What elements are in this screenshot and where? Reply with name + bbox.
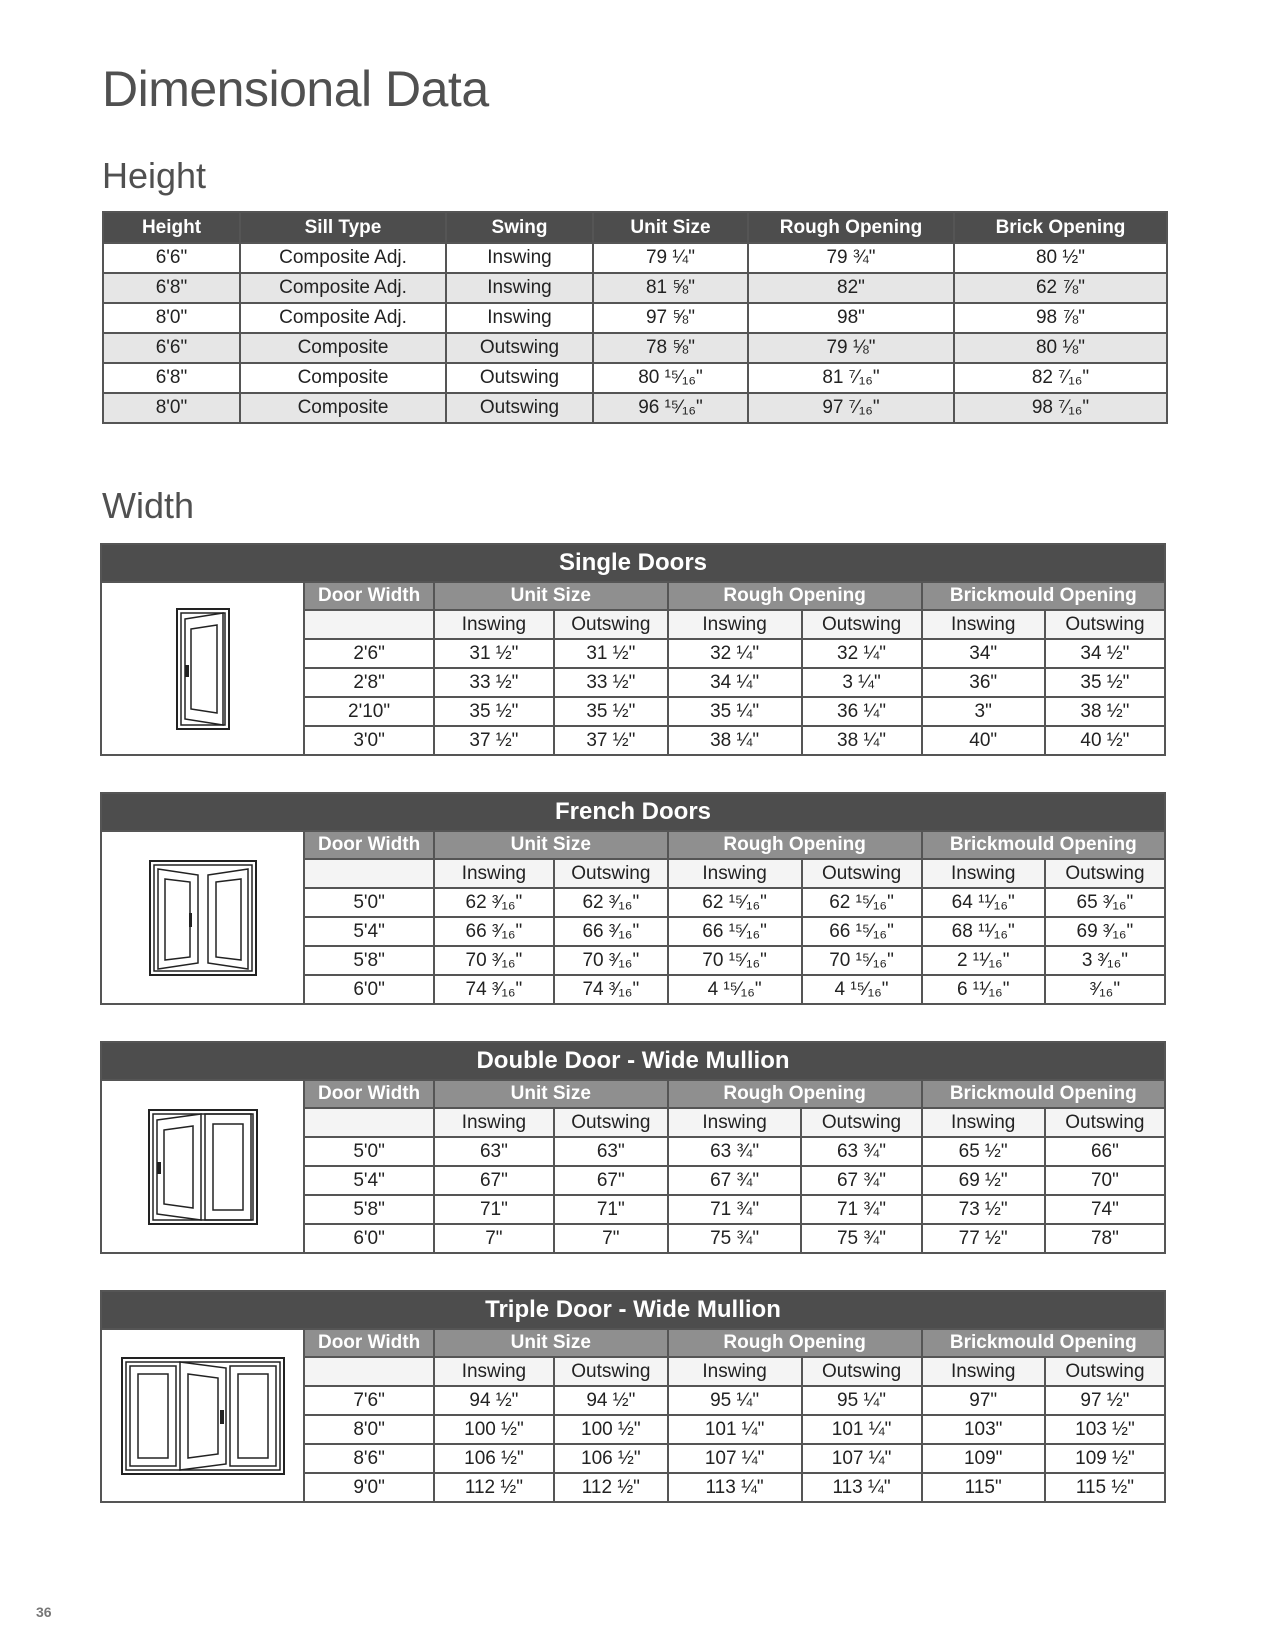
dimension-cell: 66" — [1045, 1137, 1165, 1166]
door-width-header: Door Width — [304, 1329, 434, 1357]
door-width-header: Door Width — [304, 1080, 434, 1108]
swing-subheader: Outswing — [1045, 859, 1165, 888]
table-cell: Composite Adj. — [240, 303, 446, 333]
dimension-cell: 4 ¹⁵⁄₁₆" — [668, 975, 802, 1004]
group-header-row — [101, 831, 1165, 859]
dimension-cell: 71 ¾" — [668, 1195, 802, 1224]
table-cell: 98 ⅞" — [954, 303, 1167, 333]
table-title-row — [101, 793, 1165, 831]
table-cell: Inswing — [446, 243, 593, 273]
dimension-cell: 94 ½" — [434, 1386, 554, 1415]
table-cell: 96 ¹⁵⁄₁₆" — [593, 393, 748, 423]
dimension-cell: 95 ¼" — [668, 1386, 802, 1415]
door-width-cell: 5'8" — [304, 1195, 434, 1224]
dimension-cell: 34 ¼" — [668, 668, 802, 697]
header-swing: Swing — [446, 212, 593, 243]
dimension-cell: 35 ½" — [554, 697, 668, 726]
table-row — [103, 243, 1167, 273]
dimension-cell: 64 ¹¹⁄₁₆" — [922, 888, 1045, 917]
swing-subheader: Outswing — [801, 1108, 921, 1137]
page-title: Dimensional Data — [102, 61, 489, 117]
table-cell: 6'8" — [103, 273, 240, 303]
table-cell: 8'0" — [103, 393, 240, 423]
table-title: Double Door - Wide Mullion — [101, 1042, 1165, 1080]
dimension-cell: 37 ½" — [554, 726, 668, 755]
dimension-cell: 97 ½" — [1045, 1386, 1165, 1415]
dimension-cell: 35 ½" — [1045, 668, 1165, 697]
dimension-cell: 65 ³⁄₁₆" — [1045, 888, 1165, 917]
dimension-cell: 109" — [922, 1444, 1045, 1473]
table-row — [103, 273, 1167, 303]
blank-cell — [304, 1357, 434, 1386]
single-door-icon — [101, 582, 304, 755]
dimension-cell: 7" — [434, 1224, 554, 1253]
dimension-cell: 97" — [922, 1386, 1045, 1415]
swing-subheader: Inswing — [922, 610, 1045, 639]
unit-size-header: Unit Size — [434, 831, 668, 859]
dimension-cell: 37 ½" — [434, 726, 554, 755]
dimension-cell: 36" — [922, 668, 1045, 697]
unit-size-header: Unit Size — [434, 1329, 668, 1357]
triple-door-table — [100, 1290, 1166, 1503]
dimension-cell: 75 ¾" — [668, 1224, 802, 1253]
group-header-row — [101, 1080, 1165, 1108]
dimension-cell: 3 ¼" — [802, 668, 922, 697]
dimension-cell: 35 ¼" — [668, 697, 802, 726]
table-cell: 98 ⁷⁄₁₆" — [954, 393, 1167, 423]
dimension-cell: 6 ¹¹⁄₁₆" — [922, 975, 1045, 1004]
height-table — [102, 211, 1168, 424]
rough-opening-header: Rough Opening — [668, 582, 922, 610]
dimension-cell: 68 ¹¹⁄₁₆" — [922, 917, 1045, 946]
blank-cell — [304, 610, 434, 639]
dimension-cell: 71" — [554, 1195, 668, 1224]
dimension-cell: 67" — [434, 1166, 554, 1195]
header-brick-opening: Brick Opening — [954, 212, 1167, 243]
dimension-cell: 107 ¼" — [668, 1444, 802, 1473]
dimension-cell: 38 ½" — [1045, 697, 1165, 726]
table-cell: 79 ⅛" — [748, 333, 954, 363]
table-cell: Composite — [240, 363, 446, 393]
door-width-cell: 8'6" — [304, 1444, 434, 1473]
table-row — [103, 303, 1167, 333]
table-title: Single Doors — [101, 544, 1165, 582]
dimension-cell: 112 ½" — [554, 1473, 668, 1502]
dimension-cell: 2 ¹¹⁄₁₆" — [922, 946, 1045, 975]
table-cell: 62 ⅞" — [954, 273, 1167, 303]
dimension-cell: 106 ½" — [554, 1444, 668, 1473]
dimension-cell: 95 ¼" — [802, 1386, 922, 1415]
dimension-cell: 74 ³⁄₁₆" — [554, 975, 668, 1004]
dimension-cell: 3" — [922, 697, 1045, 726]
swing-subheader: Inswing — [434, 859, 554, 888]
group-header-row — [101, 582, 1165, 610]
height-header-row — [103, 212, 1167, 243]
swing-subheader: Outswing — [802, 859, 922, 888]
table-cell: 80 ⅛" — [954, 333, 1167, 363]
table-cell: 80 ¹⁵⁄₁₆" — [593, 363, 748, 393]
swing-subheader: Inswing — [434, 1357, 554, 1386]
dimension-cell: 33 ½" — [554, 668, 668, 697]
dimension-cell: 66 ¹⁵⁄₁₆" — [802, 917, 922, 946]
dimension-cell: 71" — [434, 1195, 554, 1224]
swing-subheader: Outswing — [554, 1108, 668, 1137]
dimension-cell: 40" — [922, 726, 1045, 755]
swing-subheader: Inswing — [668, 610, 802, 639]
rough-opening-header: Rough Opening — [668, 831, 922, 859]
door-width-cell: 5'0" — [304, 1137, 434, 1166]
table-cell: Inswing — [446, 303, 593, 333]
dimension-cell: 106 ½" — [434, 1444, 554, 1473]
french-door-icon — [101, 831, 304, 1004]
dimension-cell: 70 ³⁄₁₆" — [554, 946, 668, 975]
dimension-cell: 33 ½" — [434, 668, 554, 697]
table-cell: 80 ½" — [954, 243, 1167, 273]
dimension-cell: 74" — [1045, 1195, 1165, 1224]
door-width-cell: 2'6" — [304, 639, 434, 668]
swing-subheader: Inswing — [922, 859, 1045, 888]
dimension-cell: 70 ³⁄₁₆" — [434, 946, 554, 975]
swing-subheader: Outswing — [1045, 1108, 1165, 1137]
dimension-cell: 36 ¼" — [802, 697, 922, 726]
dimension-cell: 103" — [922, 1415, 1045, 1444]
swing-subheader: Outswing — [554, 859, 668, 888]
dimension-cell: 113 ¼" — [668, 1473, 802, 1502]
swing-subheader: Outswing — [554, 610, 668, 639]
table-title: French Doors — [101, 793, 1165, 831]
dimension-cell: 103 ½" — [1045, 1415, 1165, 1444]
table-title-row — [101, 544, 1165, 582]
dimension-cell: 112 ½" — [434, 1473, 554, 1502]
table-row — [103, 363, 1167, 393]
door-width-header: Door Width — [304, 831, 434, 859]
table-cell: Composite — [240, 333, 446, 363]
dimension-cell: 32 ¼" — [802, 639, 922, 668]
brickmould-opening-header: Brickmould Opening — [922, 831, 1165, 859]
dimension-cell: 38 ¼" — [668, 726, 802, 755]
dimension-cell: 113 ¼" — [802, 1473, 922, 1502]
table-cell: 78 ⅝" — [593, 333, 748, 363]
double-door-icon — [101, 1080, 304, 1253]
door-width-cell: 3'0" — [304, 726, 434, 755]
unit-size-header: Unit Size — [434, 582, 668, 610]
dimension-cell: 62 ¹⁵⁄₁₆" — [668, 888, 802, 917]
dimension-cell: 40 ½" — [1045, 726, 1165, 755]
table-cell: Outswing — [446, 333, 593, 363]
table-cell: Inswing — [446, 273, 593, 303]
door-width-cell: 2'10" — [304, 697, 434, 726]
table-row — [103, 393, 1167, 423]
dimension-cell: 100 ½" — [554, 1415, 668, 1444]
table-cell: 81 ⁷⁄₁₆" — [748, 363, 954, 393]
table-cell: 6'8" — [103, 363, 240, 393]
dimension-cell: 70" — [1045, 1166, 1165, 1195]
dimension-cell: 34" — [922, 639, 1045, 668]
dimension-cell: 32 ¼" — [668, 639, 802, 668]
height-section-title: Height — [102, 155, 207, 196]
door-width-cell: 2'8" — [304, 668, 434, 697]
table-cell: Composite — [240, 393, 446, 423]
dimension-cell: 63 ¾" — [668, 1137, 802, 1166]
blank-cell — [304, 1108, 434, 1137]
swing-subheader: Inswing — [668, 1108, 802, 1137]
door-width-cell: 8'0" — [304, 1415, 434, 1444]
dimension-cell: 109 ½" — [1045, 1444, 1165, 1473]
dimension-cell: 70 ¹⁵⁄₁₆" — [802, 946, 922, 975]
door-width-cell: 5'4" — [304, 1166, 434, 1195]
dimension-cell: 62 ¹⁵⁄₁₆" — [802, 888, 922, 917]
dimension-cell: 66 ¹⁵⁄₁₆" — [668, 917, 802, 946]
dimension-cell: 3 ³⁄₁₆" — [1045, 946, 1165, 975]
door-width-header: Door Width — [304, 582, 434, 610]
dimension-cell: 69 ³⁄₁₆" — [1045, 917, 1165, 946]
dimension-cell: 63" — [554, 1137, 668, 1166]
dimension-cell: 70 ¹⁵⁄₁₆" — [668, 946, 802, 975]
table-cell: 79 ¾" — [748, 243, 954, 273]
dimension-cell: 94 ½" — [554, 1386, 668, 1415]
brickmould-opening-header: Brickmould Opening — [922, 582, 1165, 610]
table-title: Triple Door - Wide Mullion — [101, 1291, 1165, 1329]
brickmould-opening-header: Brickmould Opening — [922, 1329, 1165, 1357]
dimension-cell: 66 ³⁄₁₆" — [554, 917, 668, 946]
table-cell: 79 ¼" — [593, 243, 748, 273]
dimension-cell: 65 ½" — [922, 1137, 1045, 1166]
swing-subheader: Outswing — [554, 1357, 668, 1386]
door-width-cell: 6'0" — [304, 975, 434, 1004]
single-doors-table — [100, 543, 1166, 756]
dimension-cell: 100 ½" — [434, 1415, 554, 1444]
french-doors-table — [100, 792, 1166, 1005]
door-width-cell: 5'0" — [304, 888, 434, 917]
group-header-row — [101, 1329, 1165, 1357]
table-cell: 82 ⁷⁄₁₆" — [954, 363, 1167, 393]
dimension-cell: 69 ½" — [922, 1166, 1045, 1195]
dimension-cell: 63" — [434, 1137, 554, 1166]
door-width-cell: 9'0" — [304, 1473, 434, 1502]
rough-opening-header: Rough Opening — [668, 1080, 922, 1108]
triple-door-icon — [101, 1329, 304, 1502]
rough-opening-header: Rough Opening — [668, 1329, 922, 1357]
brickmould-opening-header: Brickmould Opening — [922, 1080, 1165, 1108]
door-width-cell: 6'0" — [304, 1224, 434, 1253]
swing-subheader: Inswing — [668, 859, 802, 888]
dimension-cell: 115 ½" — [1045, 1473, 1165, 1502]
blank-cell — [304, 859, 434, 888]
dimension-cell: 62 ³⁄₁₆" — [434, 888, 554, 917]
table-cell: 82" — [748, 273, 954, 303]
table-cell: 97 ⁷⁄₁₆" — [748, 393, 954, 423]
dimension-cell: 35 ½" — [434, 697, 554, 726]
dimension-cell: 78" — [1045, 1224, 1165, 1253]
dimension-cell: 38 ¼" — [802, 726, 922, 755]
dimension-cell: 107 ¼" — [802, 1444, 922, 1473]
dimension-cell: 71 ¾" — [801, 1195, 921, 1224]
header-rough-opening: Rough Opening — [748, 212, 954, 243]
swing-subheader: Inswing — [434, 610, 554, 639]
table-cell: 6'6" — [103, 243, 240, 273]
table-cell: 98" — [748, 303, 954, 333]
dimension-cell: 63 ¾" — [801, 1137, 921, 1166]
header-unit-size: Unit Size — [593, 212, 748, 243]
swing-subheader: Inswing — [668, 1357, 802, 1386]
header-sill-type: Sill Type — [240, 212, 446, 243]
header-height: Height — [103, 212, 240, 243]
dimension-cell: 101 ¼" — [802, 1415, 922, 1444]
dimension-cell: 31 ½" — [554, 639, 668, 668]
table-cell: Composite Adj. — [240, 243, 446, 273]
swing-subheader: Inswing — [922, 1357, 1045, 1386]
dimension-cell: 115" — [922, 1473, 1045, 1502]
dimension-cell: 77 ½" — [922, 1224, 1045, 1253]
table-title-row — [101, 1291, 1165, 1329]
swing-subheader: Outswing — [1045, 610, 1165, 639]
width-section-title: Width — [102, 485, 195, 526]
table-row — [103, 333, 1167, 363]
dimension-cell: 62 ³⁄₁₆" — [554, 888, 668, 917]
table-cell: 6'6" — [103, 333, 240, 363]
door-width-cell: 5'4" — [304, 917, 434, 946]
swing-subheader: Inswing — [434, 1108, 554, 1137]
page-number: 36 — [36, 1604, 52, 1620]
dimension-cell: 34 ½" — [1045, 639, 1165, 668]
door-width-cell: 7'6" — [304, 1386, 434, 1415]
dimension-cell: 75 ¾" — [801, 1224, 921, 1253]
dimension-cell: 67" — [554, 1166, 668, 1195]
swing-subheader: Inswing — [922, 1108, 1045, 1137]
dimension-cell: 101 ¼" — [668, 1415, 802, 1444]
table-cell: 81 ⅝" — [593, 273, 748, 303]
table-cell: Composite Adj. — [240, 273, 446, 303]
unit-size-header: Unit Size — [434, 1080, 668, 1108]
dimension-cell: ³⁄₁₆" — [1045, 975, 1165, 1004]
table-cell: Outswing — [446, 393, 593, 423]
dimension-cell: 67 ¾" — [801, 1166, 921, 1195]
table-cell: 97 ⅝" — [593, 303, 748, 333]
swing-subheader: Outswing — [802, 610, 922, 639]
table-title-row — [101, 1042, 1165, 1080]
dimension-cell: 7" — [554, 1224, 668, 1253]
dimension-cell: 4 ¹⁵⁄₁₆" — [802, 975, 922, 1004]
table-cell: 8'0" — [103, 303, 240, 333]
swing-subheader: Outswing — [802, 1357, 922, 1386]
double-door-table — [100, 1041, 1166, 1254]
table-cell: Outswing — [446, 363, 593, 393]
dimension-cell: 31 ½" — [434, 639, 554, 668]
door-width-cell: 5'8" — [304, 946, 434, 975]
dimension-cell: 66 ³⁄₁₆" — [434, 917, 554, 946]
swing-subheader: Outswing — [1045, 1357, 1165, 1386]
dimension-cell: 74 ³⁄₁₆" — [434, 975, 554, 1004]
dimension-cell: 67 ¾" — [668, 1166, 802, 1195]
dimension-cell: 73 ½" — [922, 1195, 1045, 1224]
